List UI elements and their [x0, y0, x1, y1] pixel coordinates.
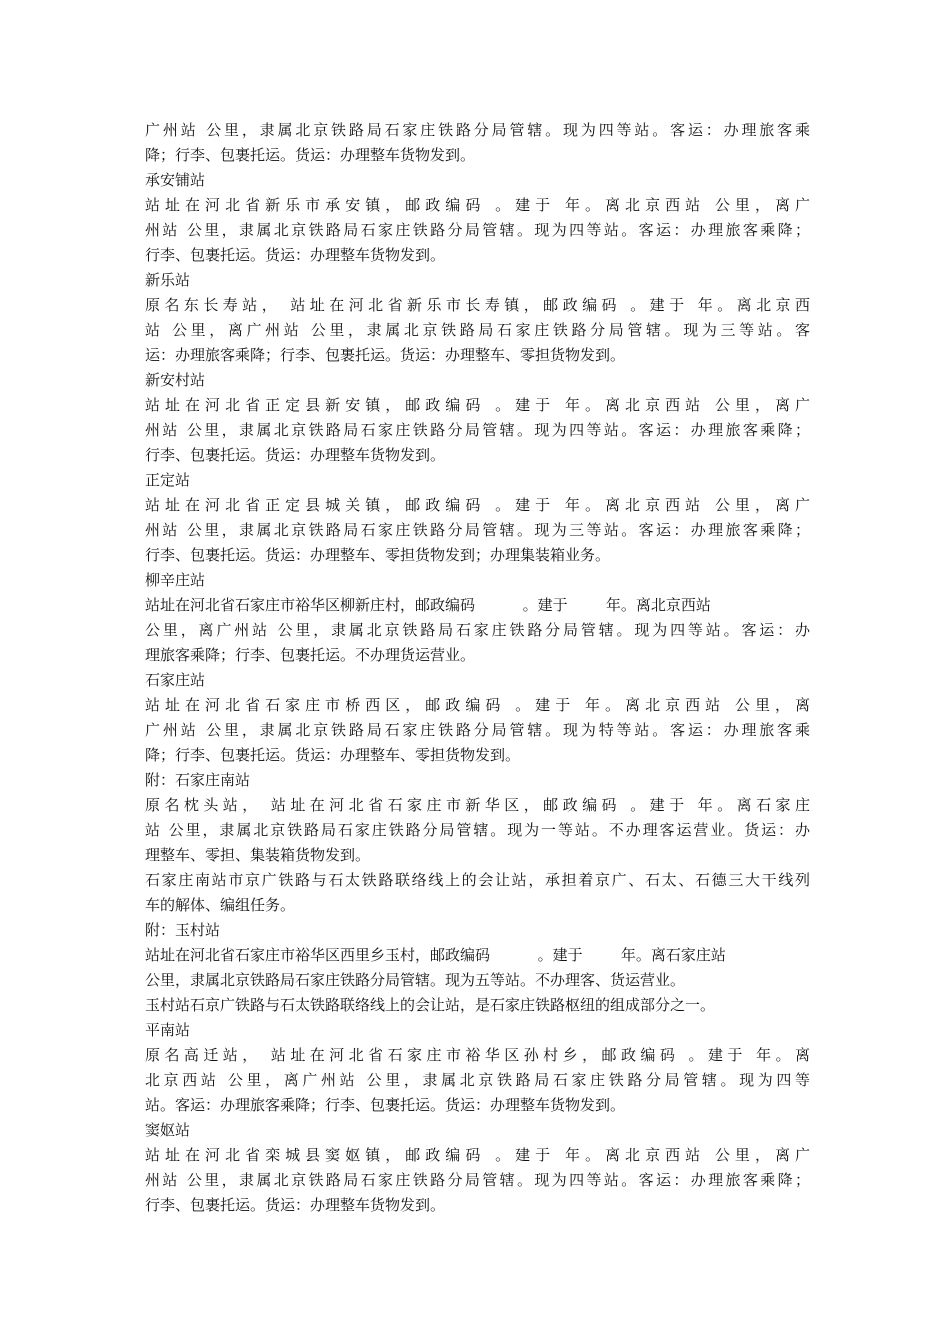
text-line: 公里，隶属北京铁路局石家庄铁路分局管辖。现为五等站。不办理客、货运营业。: [145, 971, 686, 989]
text-line: 州站 公里，隶属北京铁路局石家庄铁路分局管辖。现为四等站。客运：办理旅客乘降；: [145, 421, 810, 439]
text-line: 承安铺站: [145, 171, 206, 189]
text-line: 窦妪站: [145, 1121, 191, 1139]
text-line: 运：办理旅客乘降；行李、包裹托运。货运：办理整车、零担货物发到。: [145, 346, 626, 364]
text-line: 站址在河北省石家庄市裕华区西里乡玉村，邮政编码 。建于 年。离石家庄站: [145, 946, 726, 964]
text-line: 站 公里，隶属北京铁路局石家庄铁路分局管辖。现为一等站。不办理客运营业。货运：办: [145, 821, 810, 839]
text-line: 附：玉村站: [145, 921, 221, 939]
text-line: 理旅客乘降；行李、包裹托运。不办理货运营业。: [145, 646, 476, 664]
text-line: 理整车、零担、集装箱货物发到。: [145, 846, 371, 864]
text-line: 车的解体、编组任务。: [145, 896, 296, 914]
text-line: 站址在河北省栾城县窦妪镇，邮政编码 。建于 年。离北京西站 公里，离广: [145, 1146, 810, 1164]
text-line: 行李、包裹托运。货运：办理整车、零担货物发到；办理集装箱业务。: [145, 546, 611, 564]
text-line: 州站 公里，隶属北京铁路局石家庄铁路分局管辖。现为三等站。客运：办理旅客乘降；: [145, 521, 810, 539]
text-line: 原名高迁站， 站址在河北省石家庄市裕华区孙村乡，邮政编码 。建于 年。离: [145, 1046, 810, 1064]
text-line: 站址在河北省新乐市承安镇，邮政编码 。建于 年。离北京西站 公里，离广: [145, 196, 810, 214]
text-line: 站址在河北省石家庄市桥西区，邮政编码 。建于 年。离北京西站 公里，离: [145, 696, 810, 714]
text-line: 站 公里，离广州站 公里，隶属北京铁路局石家庄铁路分局管辖。现为三等站。客: [145, 321, 810, 339]
text-line: 州站 公里，隶属北京铁路局石家庄铁路分局管辖。现为四等站。客运：办理旅客乘降；: [145, 221, 810, 239]
text-line: 行李、包裹托运。货运：办理整车货物发到。: [145, 1196, 446, 1214]
text-line: 柳辛庄站: [145, 571, 206, 589]
text-line: 北京西站 公里，离广州站 公里，隶属北京铁路局石家庄铁路分局管辖。现为四等: [145, 1071, 810, 1089]
text-line: 行李、包裹托运。货运：办理整车货物发到。: [145, 446, 446, 464]
text-line: 站址在河北省正定县城关镇，邮政编码 。建于 年。离北京西站 公里，离广: [145, 496, 810, 514]
text-line: 正定站: [145, 471, 191, 489]
text-line: 新乐站: [145, 271, 191, 289]
text-line: 原名枕头站， 站址在河北省石家庄市新华区，邮政编码 。建于 年。离石家庄: [145, 796, 810, 814]
text-line: 平南站: [145, 1021, 191, 1039]
text-line: 新安村站: [145, 371, 206, 389]
text-line: 降；行李、包裹托运。货运：办理整车货物发到。: [145, 146, 476, 164]
text-line: 广州站 公里，隶属北京铁路局石家庄铁路分局管辖。现为特等站。客运：办理旅客乘: [145, 721, 810, 739]
text-line: 石家庄站: [145, 671, 206, 689]
text-line: 降；行李、包裹托运。货运：办理整车、零担货物发到。: [145, 746, 521, 764]
text-line: 玉村站石京广铁路与石太铁路联络线上的会让站，是石家庄铁路枢纽的组成部分之一。: [145, 996, 716, 1014]
text-line: 公里，离广州站 公里，隶属北京铁路局石家庄铁路分局管辖。现为四等站。客运：办: [145, 621, 810, 639]
text-line: 州站 公里，隶属北京铁路局石家庄铁路分局管辖。现为四等站。客运：办理旅客乘降；: [145, 1171, 810, 1189]
document-body: [145, 118, 810, 1218]
text-line: 站址在河北省正定县新安镇，邮政编码 。建于 年。离北京西站 公里，离广: [145, 396, 810, 414]
text-line: 站址在河北省石家庄市裕华区柳新庄村，邮政编码 。建于 年。离北京西站: [145, 596, 711, 614]
text-line: 站。客运：办理旅客乘降；行李、包裹托运。货运：办理整车货物发到。: [145, 1096, 626, 1114]
text-line: 石家庄南站市京广铁路与石太铁路联络线上的会让站，承担着京广、石太、石德三大干线列: [145, 871, 810, 889]
text-line: 原名东长寿站， 站址在河北省新乐市长寿镇，邮政编码 。建于 年。离北京西: [145, 296, 810, 314]
text-line: 广州站 公里，隶属北京铁路局石家庄铁路分局管辖。现为四等站。客运：办理旅客乘: [145, 121, 810, 139]
text-line: 行李、包裹托运。货运：办理整车货物发到。: [145, 246, 446, 264]
text-line: 附：石家庄南站: [145, 771, 251, 789]
